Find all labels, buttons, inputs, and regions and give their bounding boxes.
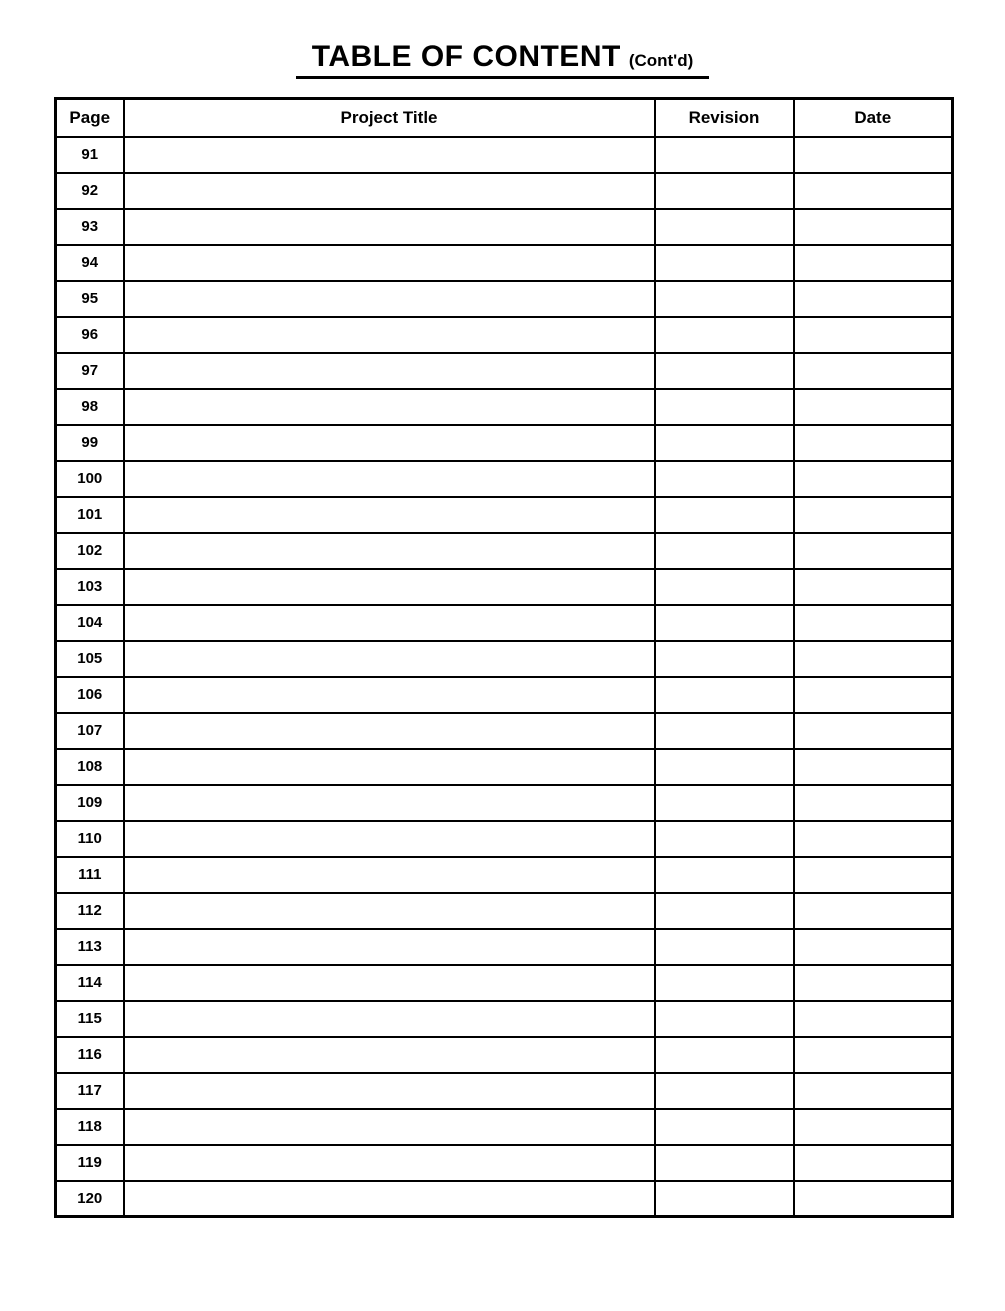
cell-revision[interactable]: [655, 533, 794, 569]
column-header-project-title: Project Title: [124, 99, 655, 137]
cell-project-title[interactable]: [124, 821, 655, 857]
cell-revision[interactable]: [655, 389, 794, 425]
cell-revision[interactable]: [655, 677, 794, 713]
column-header-revision: Revision: [655, 99, 794, 137]
cell-project-title[interactable]: [124, 173, 655, 209]
cell-date[interactable]: [794, 857, 953, 893]
cell-page-number: 101: [56, 497, 124, 533]
cell-date[interactable]: [794, 713, 953, 749]
table-row: [56, 1001, 953, 1037]
cell-date[interactable]: [794, 173, 953, 209]
cell-revision[interactable]: [655, 605, 794, 641]
table-header-row: [56, 99, 953, 137]
column-header-page: Page: [56, 99, 124, 137]
cell-project-title[interactable]: [124, 245, 655, 281]
cell-date[interactable]: [794, 569, 953, 605]
table-row: [56, 389, 953, 425]
cell-page-number: 102: [56, 533, 124, 569]
cell-date[interactable]: [794, 1001, 953, 1037]
cell-date[interactable]: [794, 425, 953, 461]
cell-revision[interactable]: [655, 209, 794, 245]
cell-date[interactable]: [794, 821, 953, 857]
cell-date[interactable]: [794, 1145, 953, 1181]
cell-project-title[interactable]: [124, 749, 655, 785]
cell-date[interactable]: [794, 461, 953, 497]
cell-project-title[interactable]: [124, 533, 655, 569]
cell-page-number: 98: [56, 389, 124, 425]
cell-date[interactable]: [794, 1037, 953, 1073]
cell-page-number: 95: [56, 281, 124, 317]
cell-project-title[interactable]: [124, 137, 655, 173]
table-row: [56, 1037, 953, 1073]
cell-project-title[interactable]: [124, 569, 655, 605]
table-row: [56, 497, 953, 533]
cell-project-title[interactable]: [124, 1073, 655, 1109]
table-row: [56, 461, 953, 497]
cell-revision[interactable]: [655, 641, 794, 677]
cell-revision[interactable]: [655, 785, 794, 821]
cell-revision[interactable]: [655, 1037, 794, 1073]
cell-date[interactable]: [794, 497, 953, 533]
cell-page-number: 118: [56, 1109, 124, 1145]
table-row: [56, 353, 953, 389]
table-row: [56, 1145, 953, 1181]
table-row: [56, 641, 953, 677]
cell-date[interactable]: [794, 677, 953, 713]
cell-page-number: 100: [56, 461, 124, 497]
cell-project-title[interactable]: [124, 893, 655, 929]
cell-date[interactable]: [794, 533, 953, 569]
cell-project-title[interactable]: [124, 1145, 655, 1181]
table-row: [56, 677, 953, 713]
cell-revision[interactable]: [655, 425, 794, 461]
cell-revision[interactable]: [655, 821, 794, 857]
cell-revision[interactable]: [655, 1109, 794, 1145]
table-row: [56, 1181, 953, 1217]
cell-project-title[interactable]: [124, 641, 655, 677]
cell-revision[interactable]: [655, 857, 794, 893]
table-row: [56, 533, 953, 569]
toc-table-body: [56, 137, 953, 1217]
cell-page-number: 117: [56, 1073, 124, 1109]
cell-page-number: 105: [56, 641, 124, 677]
cell-page-number: 92: [56, 173, 124, 209]
cell-revision[interactable]: [655, 137, 794, 173]
cell-project-title[interactable]: [124, 1109, 655, 1145]
cell-page-number: 96: [56, 317, 124, 353]
cell-date[interactable]: [794, 929, 953, 965]
cell-project-title[interactable]: [124, 389, 655, 425]
table-row: [56, 749, 953, 785]
cell-revision[interactable]: [655, 1073, 794, 1109]
cell-revision[interactable]: [655, 317, 794, 353]
cell-project-title[interactable]: [124, 425, 655, 461]
table-row: [56, 209, 953, 245]
table-row: [56, 929, 953, 965]
cell-project-title[interactable]: [124, 461, 655, 497]
page-title-continued: (Cont'd): [628, 51, 694, 70]
column-header-date: Date: [794, 99, 953, 137]
cell-project-title[interactable]: [124, 965, 655, 1001]
table-row: [56, 821, 953, 857]
cell-date[interactable]: [794, 281, 953, 317]
cell-date[interactable]: [794, 749, 953, 785]
cell-project-title[interactable]: [124, 497, 655, 533]
cell-date[interactable]: [794, 1073, 953, 1109]
cell-page-number: 112: [56, 893, 124, 929]
cell-revision[interactable]: [655, 1145, 794, 1181]
cell-date[interactable]: [794, 1181, 953, 1217]
cell-project-title[interactable]: [124, 785, 655, 821]
cell-date[interactable]: [794, 353, 953, 389]
table-row: [56, 965, 953, 1001]
cell-page-number: 103: [56, 569, 124, 605]
cell-project-title[interactable]: [124, 857, 655, 893]
toc-table-header: [56, 99, 953, 137]
cell-revision[interactable]: [655, 173, 794, 209]
cell-revision[interactable]: [655, 1181, 794, 1217]
table-row: [56, 317, 953, 353]
table-row: [56, 281, 953, 317]
cell-date[interactable]: [794, 209, 953, 245]
cell-page-number: 111: [56, 857, 124, 893]
cell-page-number: 119: [56, 1145, 124, 1181]
cell-revision[interactable]: [655, 893, 794, 929]
table-row: [56, 1073, 953, 1109]
page-title: [0, 0, 1005, 97]
cell-revision[interactable]: [655, 353, 794, 389]
cell-project-title[interactable]: [124, 713, 655, 749]
cell-revision[interactable]: [655, 929, 794, 965]
cell-revision[interactable]: [655, 569, 794, 605]
cell-page-number: 114: [56, 965, 124, 1001]
cell-page-number: 106: [56, 677, 124, 713]
cell-date[interactable]: [794, 785, 953, 821]
cell-date[interactable]: [794, 641, 953, 677]
cell-page-number: 113: [56, 929, 124, 965]
cell-revision[interactable]: [655, 965, 794, 1001]
table-row: [56, 785, 953, 821]
cell-page-number: 120: [56, 1181, 124, 1217]
cell-page-number: 94: [56, 245, 124, 281]
toc-table: [54, 97, 954, 1218]
cell-project-title[interactable]: [124, 929, 655, 965]
cell-revision[interactable]: [655, 245, 794, 281]
cell-page-number: 97: [56, 353, 124, 389]
cell-date[interactable]: [794, 605, 953, 641]
cell-revision[interactable]: [655, 1001, 794, 1037]
cell-date[interactable]: [794, 389, 953, 425]
cell-page-number: 93: [56, 209, 124, 245]
page-title-underline: [296, 40, 710, 79]
cell-date[interactable]: [794, 245, 953, 281]
table-row: [56, 857, 953, 893]
cell-page-number: 104: [56, 605, 124, 641]
table-row: [56, 173, 953, 209]
table-row: [56, 893, 953, 929]
cell-revision[interactable]: [655, 461, 794, 497]
cell-project-title[interactable]: [124, 209, 655, 245]
cell-page-number: 99: [56, 425, 124, 461]
table-row: [56, 137, 953, 173]
cell-date[interactable]: [794, 1109, 953, 1145]
cell-date[interactable]: [794, 137, 953, 173]
page-title-main: TABLE OF CONTENT: [311, 40, 621, 73]
cell-project-title[interactable]: [124, 605, 655, 641]
cell-project-title[interactable]: [124, 1001, 655, 1037]
cell-revision[interactable]: [655, 281, 794, 317]
cell-revision[interactable]: [655, 749, 794, 785]
cell-project-title[interactable]: [124, 317, 655, 353]
cell-page-number: 108: [56, 749, 124, 785]
cell-project-title[interactable]: [124, 1037, 655, 1073]
cell-project-title[interactable]: [124, 677, 655, 713]
table-row: [56, 245, 953, 281]
table-row: [56, 605, 953, 641]
cell-project-title[interactable]: [124, 1181, 655, 1217]
cell-page-number: 110: [56, 821, 124, 857]
cell-date[interactable]: [794, 317, 953, 353]
cell-page-number: 109: [56, 785, 124, 821]
cell-revision[interactable]: [655, 497, 794, 533]
cell-page-number: 107: [56, 713, 124, 749]
cell-page-number: 91: [56, 137, 124, 173]
table-row: [56, 425, 953, 461]
cell-page-number: 115: [56, 1001, 124, 1037]
cell-project-title[interactable]: [124, 281, 655, 317]
cell-project-title[interactable]: [124, 353, 655, 389]
cell-date[interactable]: [794, 965, 953, 1001]
table-row: [56, 713, 953, 749]
cell-revision[interactable]: [655, 713, 794, 749]
toc-table-container: [54, 97, 951, 1218]
cell-page-number: 116: [56, 1037, 124, 1073]
cell-date[interactable]: [794, 893, 953, 929]
table-row: [56, 1109, 953, 1145]
table-row: [56, 569, 953, 605]
